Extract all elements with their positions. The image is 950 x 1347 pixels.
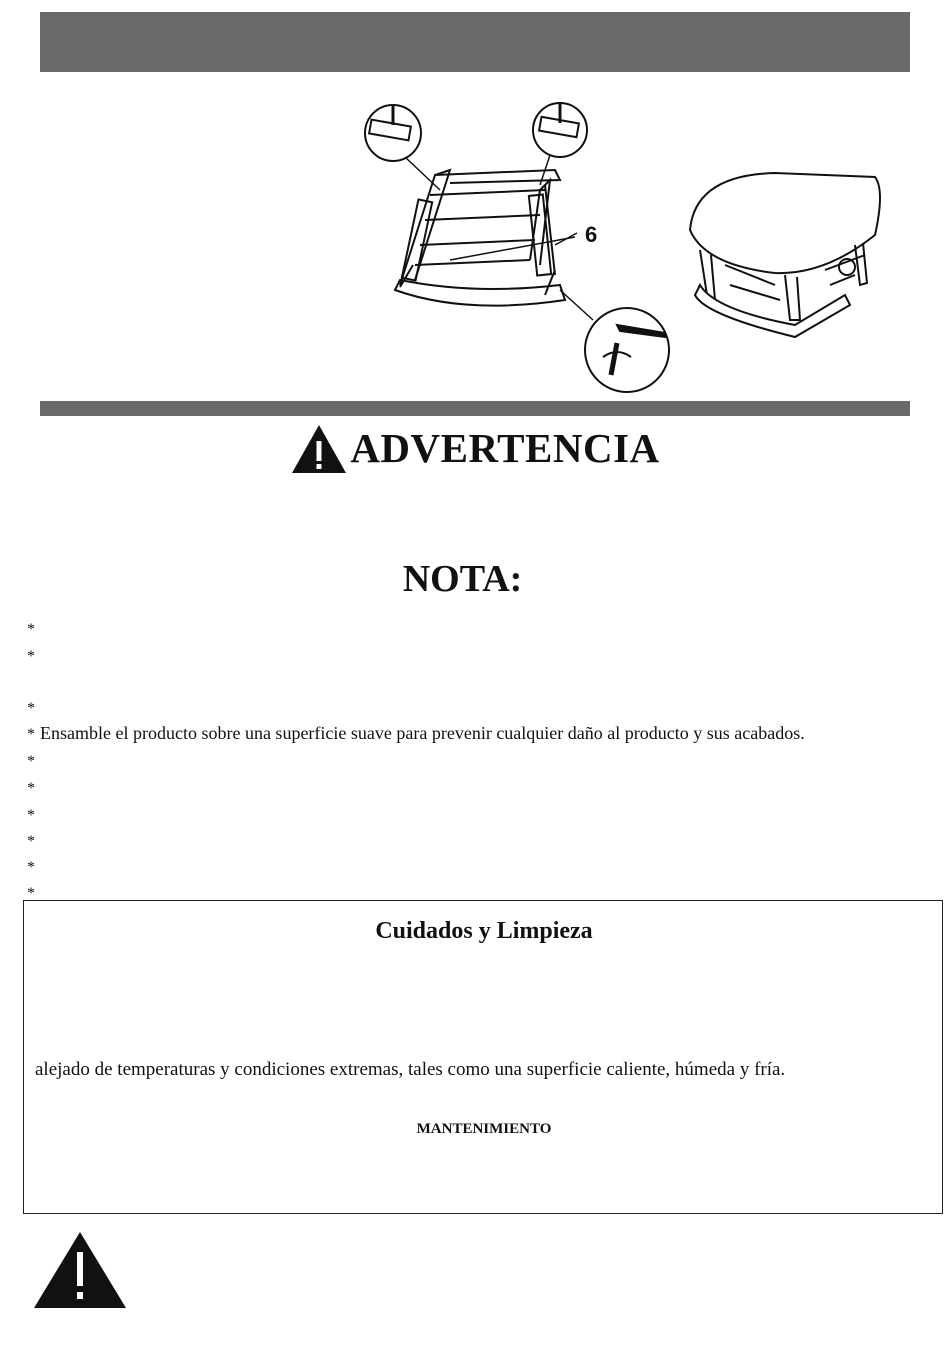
note-title: NOTA: — [402, 558, 523, 600]
note-item: * — [27, 753, 35, 770]
assembly-illustration — [355, 95, 900, 395]
ottoman-drawing — [690, 173, 880, 337]
glider-base-drawing — [395, 170, 577, 306]
note-item: * Ensamble el producto sobre una superficie suave para prevenir cualquier daño al producto y sus acabados. — [27, 723, 805, 743]
maintenance-label: MANTENIMIENTO — [416, 1121, 552, 1137]
note-item: * — [27, 859, 35, 876]
warning-triangle-icon — [32, 1230, 128, 1310]
care-text: alejado de temperaturas y condiciones extremas, tales como una superficie caliente, húmeda y fría. — [35, 1059, 786, 1080]
section-divider-bar — [40, 401, 910, 416]
note-item: * — [27, 700, 35, 717]
care-and-cleaning-box — [23, 900, 943, 1214]
note-item: * — [27, 780, 35, 797]
header-bar — [40, 12, 910, 72]
note-item: * — [27, 807, 35, 824]
detail-circle-top-left — [365, 105, 440, 190]
detail-circle-allen-key — [560, 290, 669, 392]
care-title: Cuidados y Limpieza — [375, 918, 593, 944]
note-item: * — [27, 648, 35, 665]
note-item: * — [27, 833, 35, 850]
detail-circle-top-right — [533, 103, 587, 185]
note-item: * — [27, 885, 35, 902]
warning-triangle-icon — [290, 423, 348, 475]
warning-heading — [0, 420, 950, 476]
callout-number: 6 — [585, 222, 598, 247]
warning-title: ADVERTENCIA — [350, 424, 660, 471]
note-item: * — [27, 621, 35, 638]
